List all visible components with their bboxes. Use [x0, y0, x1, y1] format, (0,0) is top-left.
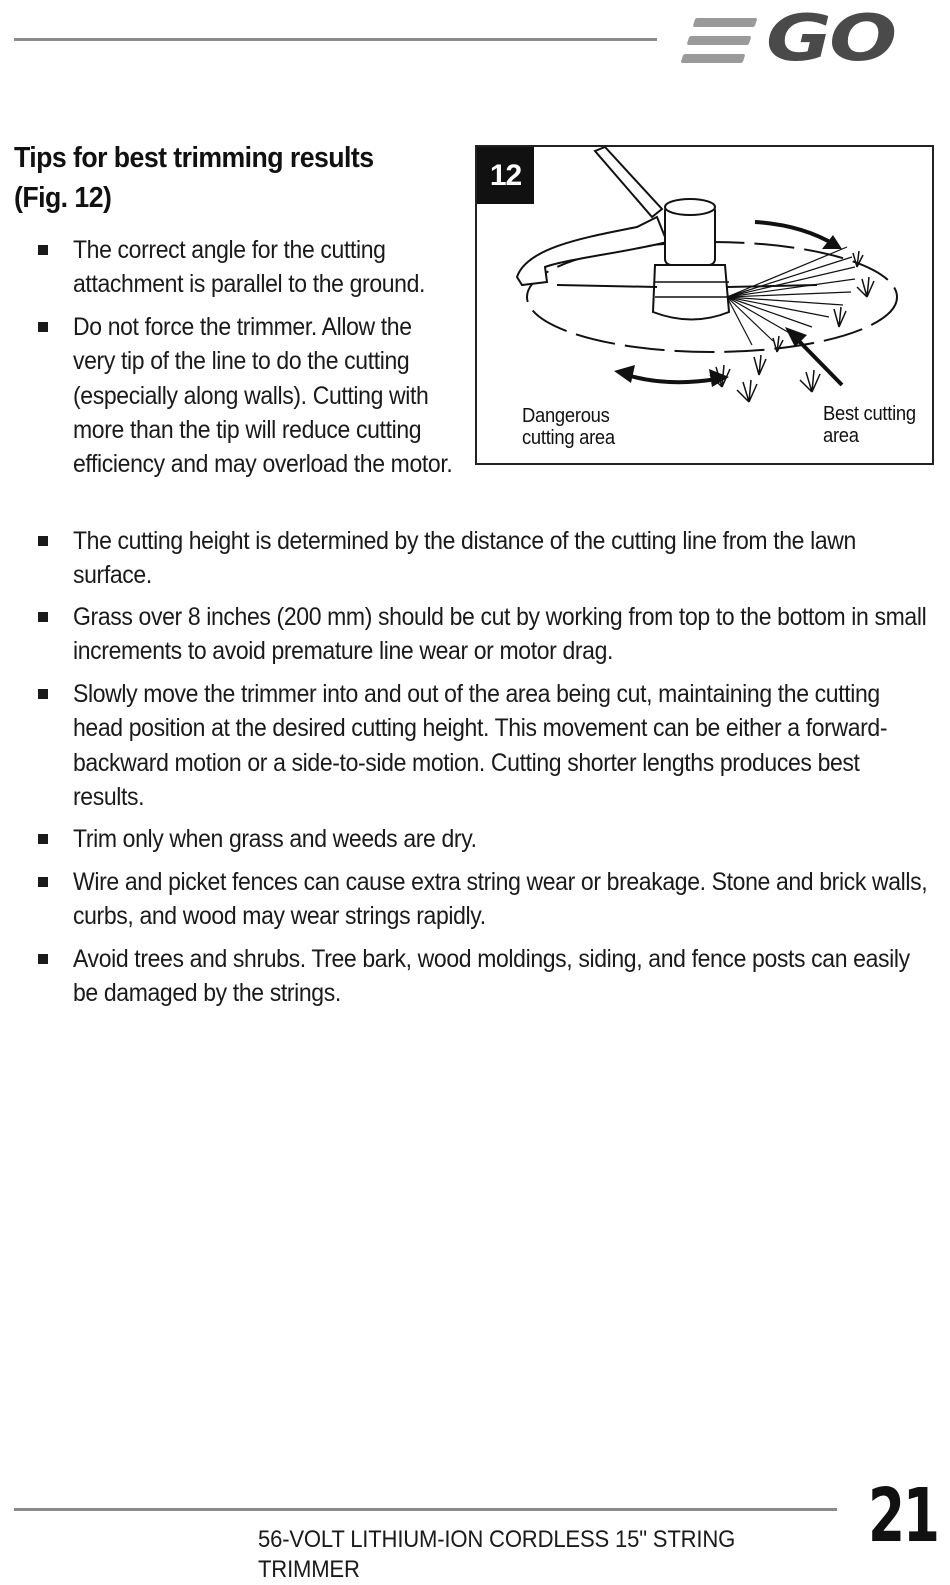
best-area-label: Best cutting area — [823, 403, 916, 447]
page-number: 21 — [868, 1473, 938, 1559]
spool — [653, 265, 729, 320]
guard — [517, 217, 667, 285]
logo-bars-icon — [680, 16, 760, 66]
footer-product-title: 56-VOLT LITHIUM-ION CORDLESS 15" STRING TRIMMER — [258, 1526, 736, 1583]
figure-number: 12 — [477, 147, 534, 204]
shaft — [595, 147, 662, 217]
dangerous-area-label: Dangerous cutting area — [522, 405, 615, 449]
logo-text: GO — [766, 2, 895, 76]
footer-rule — [14, 1508, 837, 1511]
ego-logo — [680, 2, 936, 76]
section-title: Tips for best trimming results (Fig. 12) — [14, 142, 374, 214]
grass-tufts — [710, 251, 874, 402]
rotation-arrow-top — [755, 222, 835, 245]
double-arrow-bottom — [627, 375, 717, 382]
header-rule — [14, 38, 657, 41]
trimming-figure — [475, 145, 934, 465]
